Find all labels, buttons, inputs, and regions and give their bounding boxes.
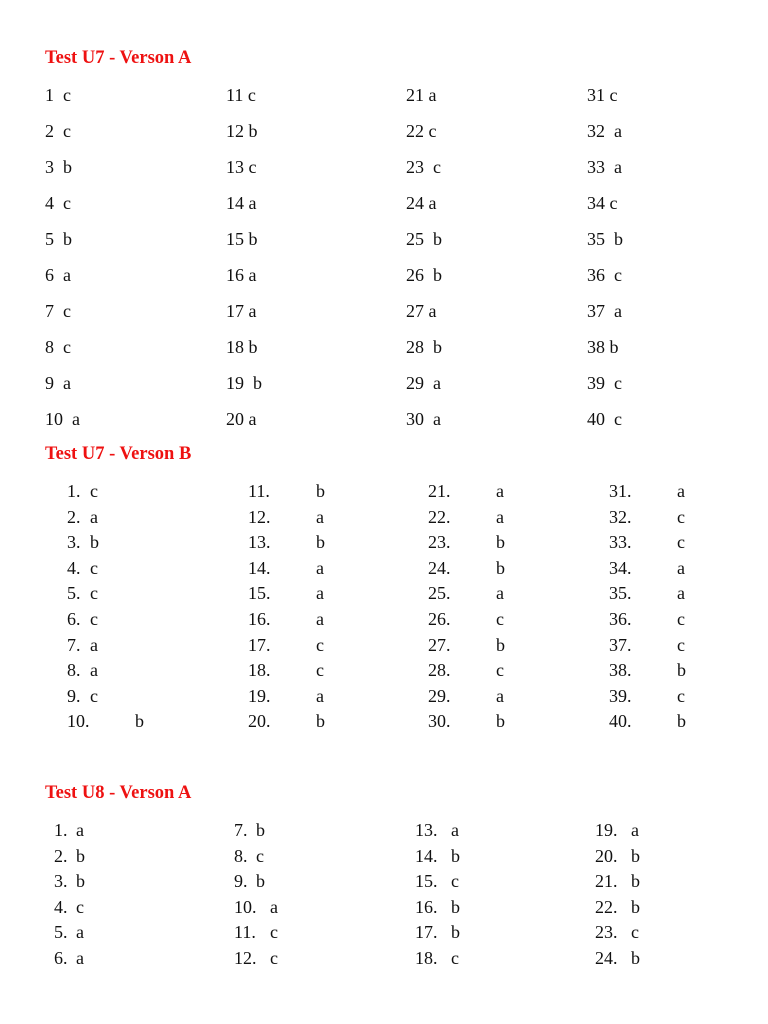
answer-letter: b: [677, 660, 686, 681]
answer-item: [67, 608, 187, 630]
answer-letter: b: [316, 532, 325, 553]
answer-item: 18 b: [226, 337, 258, 357]
answer-letter: c: [256, 845, 264, 866]
answer-letter: b: [451, 845, 460, 866]
question-number: 33.: [609, 532, 632, 553]
answer-item: 26 b: [406, 265, 442, 285]
answer-item: [428, 582, 548, 604]
question-number: 37.: [609, 634, 632, 655]
question-number: 19.: [595, 820, 618, 840]
question-number: 18.: [415, 948, 438, 968]
answer-letter: c: [677, 609, 685, 629]
question-number: 24.: [595, 948, 618, 968]
answer-item: 10 a: [45, 409, 80, 429]
answer-letter: c: [270, 922, 278, 943]
question-number: 24.: [428, 557, 451, 578]
answer-item: 22 c: [406, 121, 437, 141]
answer-letter: c: [451, 871, 459, 892]
answer-letter: c: [90, 557, 98, 578]
question-number: 38.: [609, 660, 632, 681]
answer-letter: b: [496, 634, 505, 655]
answer-item: 14 a: [226, 193, 257, 213]
answer-item: [609, 557, 729, 579]
answer-letter: c: [677, 685, 685, 706]
answer-letter: c: [677, 506, 685, 527]
answer-item: 21 a: [406, 85, 437, 105]
question-number: 6.: [54, 948, 68, 968]
question-number: 2.: [67, 506, 81, 527]
answer-item: 2 c: [45, 121, 71, 141]
answer-item: [428, 685, 548, 707]
question-number: 36.: [609, 609, 632, 629]
answer-item: [248, 480, 368, 502]
answer-item: [54, 896, 174, 918]
answer-item: [609, 480, 729, 502]
question-number: 12.: [234, 948, 257, 968]
answer-letter: b: [316, 711, 325, 732]
answer-item: 25 b: [406, 229, 442, 249]
answer-item: 20 a: [226, 409, 257, 429]
answer-item: [428, 710, 548, 732]
answer-letter: a: [496, 685, 504, 706]
answer-item: [415, 870, 535, 892]
answer-letter: a: [76, 820, 84, 840]
answer-letter: c: [90, 583, 98, 604]
question-number: 17.: [248, 634, 271, 655]
question-number: 25.: [428, 583, 451, 604]
answer-item: [428, 480, 548, 502]
answer-item: [67, 480, 187, 502]
answer-letter: a: [316, 583, 324, 604]
answer-letter: a: [451, 820, 459, 840]
answer-letter: a: [496, 583, 504, 604]
answer-letter: b: [631, 845, 640, 866]
answer-item: [609, 634, 729, 656]
question-number: 32.: [609, 506, 632, 527]
answer-item: [248, 506, 368, 528]
answer-item: [428, 557, 548, 579]
answer-item: 8 c: [45, 337, 71, 357]
answer-item: [248, 710, 368, 732]
answer-letter: b: [76, 845, 85, 866]
answer-item: [609, 659, 729, 681]
answer-item: [234, 921, 354, 943]
question-number: 35.: [609, 583, 632, 604]
question-number: 1.: [67, 481, 81, 501]
answer-item: 3 b: [45, 157, 72, 177]
answer-item: [54, 921, 174, 943]
answer-item: 19 b: [226, 373, 262, 393]
question-number: 27.: [428, 634, 451, 655]
question-number: 19.: [248, 685, 271, 706]
question-number: 14.: [248, 557, 271, 578]
answer-item: 24 a: [406, 193, 437, 213]
question-number: 17.: [415, 922, 438, 943]
section-title-u8-version-a: Test U8 - Verson A: [45, 783, 192, 803]
answer-letter: a: [270, 896, 278, 917]
answer-letter: c: [496, 660, 504, 681]
answer-item: [609, 506, 729, 528]
answer-item: [428, 506, 548, 528]
answer-item: [415, 921, 535, 943]
answer-letter: c: [90, 685, 98, 706]
answer-item: 7 c: [45, 301, 71, 321]
answer-item: [595, 947, 715, 969]
answer-item: [234, 819, 354, 841]
answer-item: 29 a: [406, 373, 441, 393]
answer-item: [248, 608, 368, 630]
answer-letter: c: [90, 481, 98, 501]
answer-item: [609, 582, 729, 604]
answer-letter: c: [451, 948, 459, 968]
answer-item: [234, 896, 354, 918]
question-number: 16.: [248, 609, 271, 629]
answer-item: [428, 531, 548, 553]
answer-item: [609, 710, 729, 732]
answer-letter: b: [316, 481, 325, 501]
question-number: 7.: [67, 634, 81, 655]
answer-item: [609, 608, 729, 630]
answer-item: [248, 685, 368, 707]
answer-item: [595, 870, 715, 892]
section-title-u7-version-b: Test U7 - Verson B: [45, 444, 192, 464]
answer-item: [248, 531, 368, 553]
answer-item: [67, 531, 187, 553]
answer-item: 15 b: [226, 229, 258, 249]
question-number: 20.: [248, 711, 271, 732]
answer-item: 33 a: [587, 157, 622, 177]
answer-letter: a: [496, 481, 504, 501]
answer-item: 13 c: [226, 157, 257, 177]
answer-item: 32 a: [587, 121, 622, 141]
question-number: 40.: [609, 711, 632, 732]
answer-letter: b: [496, 711, 505, 732]
answer-item: [54, 819, 174, 841]
answer-item: 27 a: [406, 301, 437, 321]
question-number: 20.: [595, 845, 618, 866]
answer-letter: b: [631, 896, 640, 917]
answer-item: 40 c: [587, 409, 622, 429]
question-number: 14.: [415, 845, 438, 866]
answer-letter: c: [631, 922, 639, 943]
answer-item: 39 c: [587, 373, 622, 393]
question-number: 28.: [428, 660, 451, 681]
question-number: 39.: [609, 685, 632, 706]
answer-letter: b: [90, 532, 99, 553]
question-number: 10.: [234, 896, 257, 917]
answer-item: [415, 896, 535, 918]
question-number: 30.: [428, 711, 451, 732]
answer-letter: c: [270, 948, 278, 968]
answer-item: [248, 582, 368, 604]
answer-item: 6 a: [45, 265, 71, 285]
answer-item: 12 b: [226, 121, 258, 141]
answer-item: [415, 947, 535, 969]
answer-letter: c: [90, 609, 98, 629]
answer-item: [248, 659, 368, 681]
answer-letter: a: [316, 506, 324, 527]
answer-letter: a: [76, 948, 84, 968]
question-number: 21.: [428, 481, 451, 501]
answer-item: 17 a: [226, 301, 257, 321]
answer-letter: a: [677, 557, 685, 578]
question-number: 4.: [54, 896, 68, 917]
question-number: 34.: [609, 557, 632, 578]
answer-letter: b: [496, 532, 505, 553]
answer-letter: a: [496, 506, 504, 527]
question-number: 13.: [415, 820, 438, 840]
question-number: 13.: [248, 532, 271, 553]
question-number: 23.: [428, 532, 451, 553]
answer-letter: b: [76, 871, 85, 892]
answer-letter: a: [316, 609, 324, 629]
section-title-u7-version-a: Test U7 - Verson A: [45, 48, 192, 68]
answer-item: 11 c: [226, 85, 256, 105]
question-number: 8.: [67, 660, 81, 681]
question-number: 22.: [428, 506, 451, 527]
question-number: 23.: [595, 922, 618, 943]
answer-item: [595, 845, 715, 867]
answer-item: [248, 634, 368, 656]
answer-letter: a: [316, 685, 324, 706]
question-number: 29.: [428, 685, 451, 706]
question-number: 11.: [234, 922, 256, 943]
answer-item: 31 c: [587, 85, 618, 105]
answer-item: [415, 845, 535, 867]
answer-item: [67, 634, 187, 656]
question-number: 7.: [234, 820, 248, 840]
answer-item: [67, 685, 187, 707]
answer-item: [248, 557, 368, 579]
question-number: 11.: [248, 481, 270, 501]
question-number: 4.: [67, 557, 81, 578]
answer-letter: c: [677, 634, 685, 655]
answer-letter: a: [90, 634, 98, 655]
answer-item: [609, 685, 729, 707]
answer-item: [54, 845, 174, 867]
question-number: 6.: [67, 609, 81, 629]
answer-letter: b: [631, 948, 640, 968]
answer-letter: a: [90, 506, 98, 527]
answer-item: [67, 659, 187, 681]
answer-letter: a: [316, 557, 324, 578]
question-number: 5.: [54, 922, 68, 943]
answer-item: [595, 819, 715, 841]
answer-item: [234, 870, 354, 892]
question-number: 3.: [67, 532, 81, 553]
question-number: 21.: [595, 871, 618, 892]
question-number: 3.: [54, 871, 68, 892]
answer-item: 9 a: [45, 373, 71, 393]
answer-letter: a: [677, 583, 685, 604]
answer-item: [54, 947, 174, 969]
answer-item: 1 c: [45, 85, 71, 105]
answer-item: 16 a: [226, 265, 257, 285]
answer-item: 30 a: [406, 409, 441, 429]
question-number: 15.: [415, 871, 438, 892]
answer-item: [67, 557, 187, 579]
answer-letter: b: [677, 711, 686, 732]
answer-item: 37 a: [587, 301, 622, 321]
answer-letter: c: [316, 634, 324, 655]
answer-item: [67, 582, 187, 604]
answer-letter: a: [76, 922, 84, 943]
answer-letter: b: [496, 557, 505, 578]
question-number: 26.: [428, 609, 451, 629]
question-number: 15.: [248, 583, 271, 604]
answer-item: 35 b: [587, 229, 623, 249]
question-number: 2.: [54, 845, 68, 866]
answer-letter: b: [451, 896, 460, 917]
answer-letter: b: [135, 711, 144, 732]
answer-item: [595, 896, 715, 918]
answer-item: 34 c: [587, 193, 618, 213]
answer-item: [428, 634, 548, 656]
answer-letter: b: [451, 922, 460, 943]
question-number: 1.: [54, 820, 68, 840]
answer-letter: c: [316, 660, 324, 681]
question-number: 16.: [415, 896, 438, 917]
answer-item: [428, 608, 548, 630]
question-number: 22.: [595, 896, 618, 917]
answer-letter: c: [76, 896, 84, 917]
answer-item: [67, 506, 187, 528]
answer-letter: b: [256, 820, 265, 840]
answer-item: 5 b: [45, 229, 72, 249]
answer-letter: a: [631, 820, 639, 840]
answer-item: [234, 845, 354, 867]
answer-item: [67, 710, 187, 732]
question-number: 12.: [248, 506, 271, 527]
question-number: 8.: [234, 845, 248, 866]
answer-letter: c: [496, 609, 504, 629]
answer-item: [54, 870, 174, 892]
answer-item: 36 c: [587, 265, 622, 285]
answer-letter: a: [90, 660, 98, 681]
answer-item: [595, 921, 715, 943]
question-number: 18.: [248, 660, 271, 681]
answer-item: [234, 947, 354, 969]
question-number: 10.: [67, 711, 90, 732]
answer-letter: b: [631, 871, 640, 892]
answer-item: 28 b: [406, 337, 442, 357]
question-number: 9.: [234, 871, 248, 892]
question-number: 5.: [67, 583, 81, 604]
answer-letter: a: [677, 481, 685, 501]
answer-item: 4 c: [45, 193, 71, 213]
answer-item: 38 b: [587, 337, 619, 357]
answer-item: 23 c: [406, 157, 441, 177]
answer-letter: c: [677, 532, 685, 553]
question-number: 9.: [67, 685, 81, 706]
answer-letter: b: [256, 871, 265, 892]
answer-item: [609, 531, 729, 553]
answer-item: [415, 819, 535, 841]
answer-item: [428, 659, 548, 681]
question-number: 31.: [609, 481, 632, 501]
